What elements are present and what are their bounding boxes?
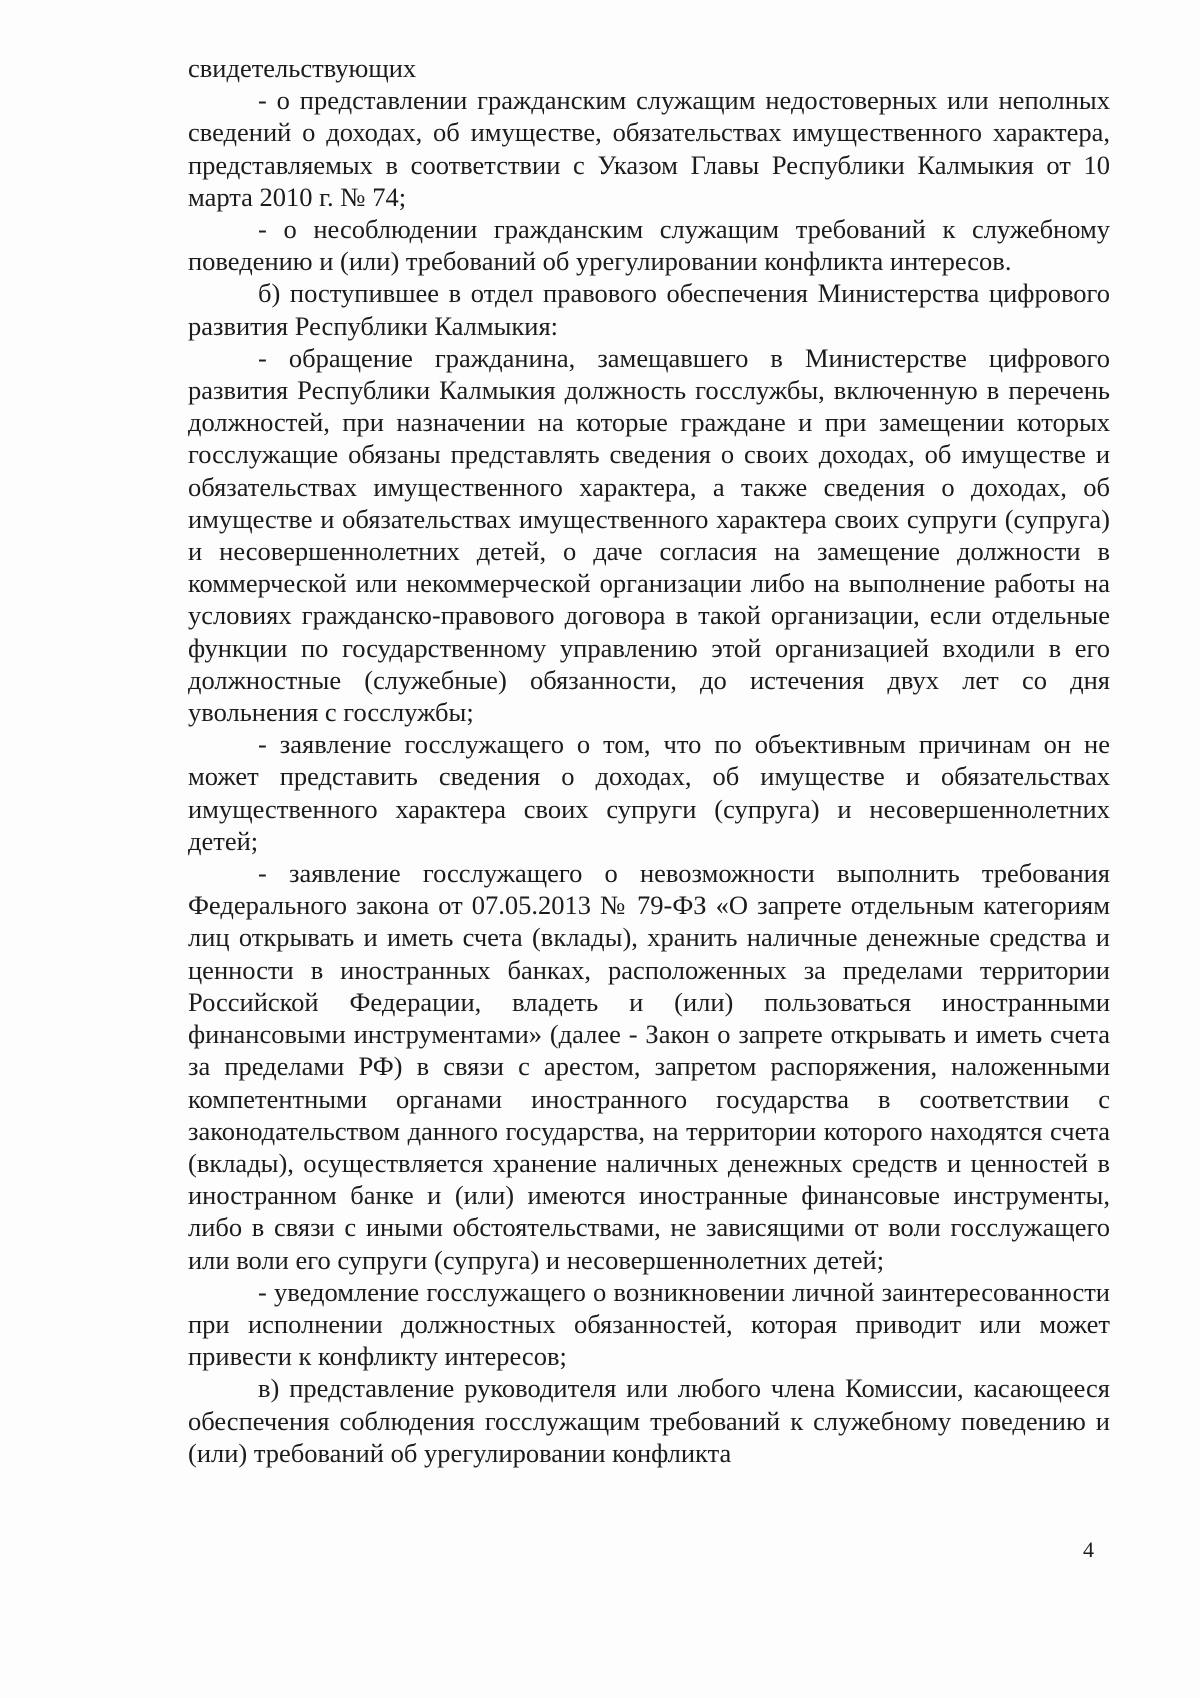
paragraph-citizen-appeal: - обращение гражданина, замещавшего в Министерстве цифрового развития Республики Калмыкия должность госслужбы, включенную в перечень должностей, при назначении на которые граждане и при замещении которых госслужащие обязаны представлять сведения о своих доходах, об имуществе и обязательствах имущественного характера, а также сведения о доходах, об имуществе и обязательствах имущественного характера своих супруги (супруга) и несовершеннолетних детей, о даче согласия на замещение должности в коммерческой или некоммерческой организации либо на выполнение работы на условиях гражданско-правового договора в такой организации, если отдельные функции по государственному управлению этой организацией входили в его должностные (служебные) обязанности, до истечения двух лет со дня увольнения с госслужбы; [188, 342, 1110, 728]
paragraph-item-b: б) поступившее в отдел правового обеспечения Министерства цифрового развития Республики Калмыкия: [188, 278, 1110, 341]
paragraph-income-statement: - заявление госслужащего о том, что по объективным причинам он не может представить сведения о доходах, об имуществе и обязательствах имущественного характера своих супруги (супруга) и несовершеннолетних детей; [188, 729, 1110, 856]
page-number: 4 [1083, 1537, 1094, 1562]
paragraph-continuation: свидетельствующих [188, 53, 417, 83]
paragraph-item-v: в) представление руководителя или любого члена Комиссии, касающееся обеспечения соблюдения госслужащим требований к служебному поведению и (или) требований об урегулировании конфликта [188, 1373, 1110, 1468]
paragraph-nonobservance: - о несоблюдении гражданским служащим требований к служебному поведению и (или) требований об урегулировании конфликта интересов. [188, 214, 1110, 277]
paragraph-conflict-notice: - уведомление госслужащего о возникновении личной заинтересованности при исполнении должностных обязанностей, которая приводит или может привести к конфликту интересов; [188, 1276, 1110, 1372]
document-body [188, 52, 1110, 1469]
paragraph-foreign-accounts: - заявление госслужащего о невозможности выполнить требования Федерального закона от 07.05.2013 № 79-ФЗ «О запрете отдельным категориям лиц открывать и иметь счета (вклады), хранить наличные денежные средства и ценности в иностранных банках, расположенных за пределами территории Российской Федерации, владеть и (или) пользоваться иностранными финансовыми инструментами» (далее - Закон о запрете открывать и иметь счета за пределами РФ) в связи с арестом, запретом распоряжения, наложенными компетентными органами иностранного государства в соответствии с законодательством данного государства, на территории которого находятся счета (вклады), осуществляется хранение наличных денежных средств и ценностей в иностранном банке и (или) имеются иностранные финансовые инструменты, либо в связи с иными обстоятельствами, не зависящими от воли госслужащего или воли его супруги (супруга) и несовершеннолетних детей; [188, 858, 1110, 1275]
paragraph-false-information: - о представлении гражданским служащим недостоверных или неполных сведений о доходах, об имуществе, обязательствах имущественного характера, представляемых в соответствии с Указом Главы Республики Калмыкия от 10 марта 2010 г. № 74; [188, 85, 1110, 212]
